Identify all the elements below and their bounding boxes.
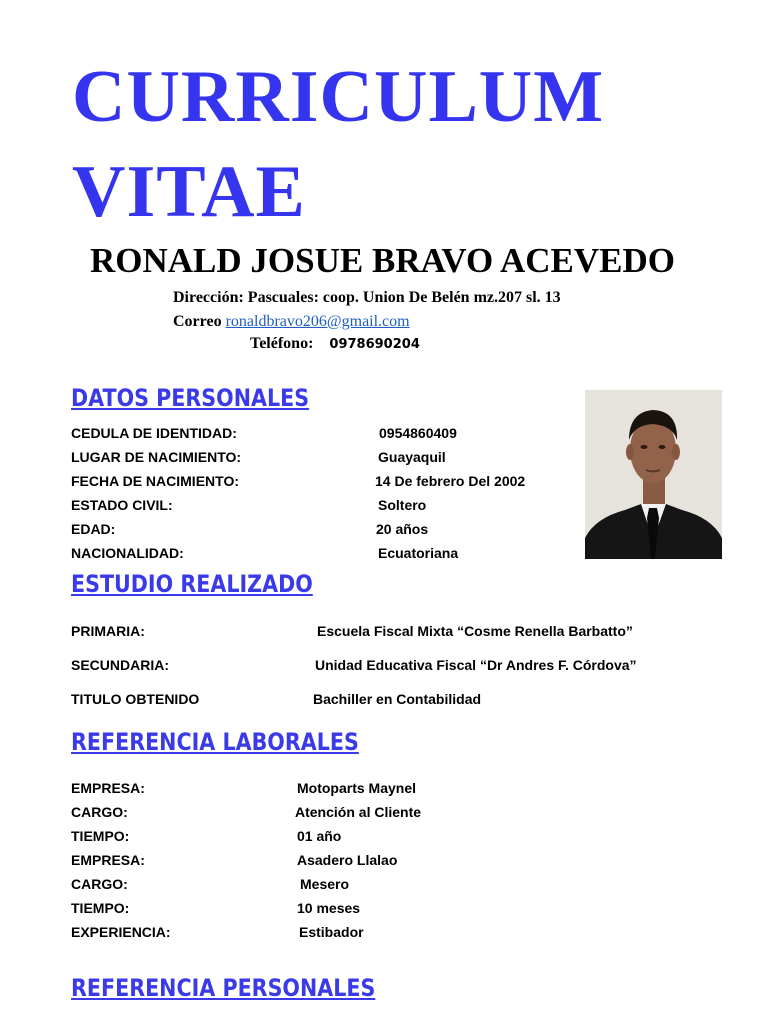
studies-value: Unidad Educativa Fiscal “Dr Andres F. Córdova”: [315, 657, 637, 673]
title-line-2: VITAE: [72, 151, 306, 233]
profile-photo: [585, 390, 722, 559]
work-label: EMPRESA:: [71, 852, 145, 868]
work-value: Mesero: [300, 876, 350, 892]
email-link[interactable]: ronaldbravo206@gmail.com: [225, 313, 410, 330]
personal-label: EDAD:: [71, 521, 116, 537]
work-value: Motoparts Maynel: [297, 780, 417, 796]
personal-value: 0954860409: [379, 425, 457, 441]
personal-label: ESTADO CIVIL:: [71, 497, 173, 513]
studies-label: SECUNDARIA:: [71, 657, 169, 673]
section-personal-heading: DATOS PERSONALES: [71, 384, 310, 412]
personal-label: FECHA DE NACIMIENTO:: [71, 473, 239, 489]
personal-value: 14 De febrero Del 2002: [375, 473, 526, 489]
address: Dirección: Pascuales: coop. Union De Belén mz.207 sl. 13: [173, 289, 561, 306]
section-studies-heading: ESTUDIO REALIZADO: [71, 570, 313, 598]
personal-value: 20 años: [376, 521, 429, 537]
phone-value: 0978690204: [329, 337, 420, 352]
work-label: CARGO:: [71, 804, 128, 820]
work-label: EXPERIENCIA:: [71, 924, 171, 940]
personal-label: NACIONALIDAD:: [71, 545, 184, 561]
email-line: [173, 314, 410, 330]
personal-value: Guayaquil: [378, 449, 446, 465]
section-references-heading: REFERENCIA PERSONALES: [71, 974, 376, 1002]
work-value: 01 año: [297, 828, 342, 844]
section-work-heading: REFERENCIA LABORALES: [71, 728, 359, 756]
portrait-illustration: [585, 390, 722, 559]
work-label: CARGO:: [71, 876, 128, 892]
studies-value: Bachiller en Contabilidad: [313, 691, 482, 707]
personal-label: CEDULA DE IDENTIDAD:: [71, 425, 237, 441]
work-label: EMPRESA:: [71, 780, 145, 796]
work-value: Asadero Llalao: [297, 852, 398, 868]
personal-value: Soltero: [378, 497, 427, 513]
work-value: Estibador: [299, 924, 364, 940]
title-line-1: CURRICULUM: [72, 56, 605, 138]
studies-label: TITULO OBTENIDO: [71, 691, 200, 707]
studies-value: Escuela Fiscal Mixta “Cosme Renella Barbatto”: [317, 623, 633, 639]
work-value: Atención al Cliente: [295, 804, 422, 820]
email-label: Correo: [173, 313, 222, 330]
work-label: TIEMPO:: [71, 828, 130, 844]
personal-label: LUGAR DE NACIMIENTO:: [71, 449, 242, 465]
studies-label: PRIMARIA:: [71, 623, 145, 639]
phone-line: [250, 336, 420, 352]
full-name: RONALD JOSUE BRAVO ACEVEDO: [90, 241, 676, 280]
work-value: 10 meses: [297, 900, 361, 916]
work-label: TIEMPO:: [71, 900, 130, 916]
personal-value: Ecuatoriana: [378, 545, 459, 561]
phone-label: Teléfono:: [250, 335, 314, 352]
